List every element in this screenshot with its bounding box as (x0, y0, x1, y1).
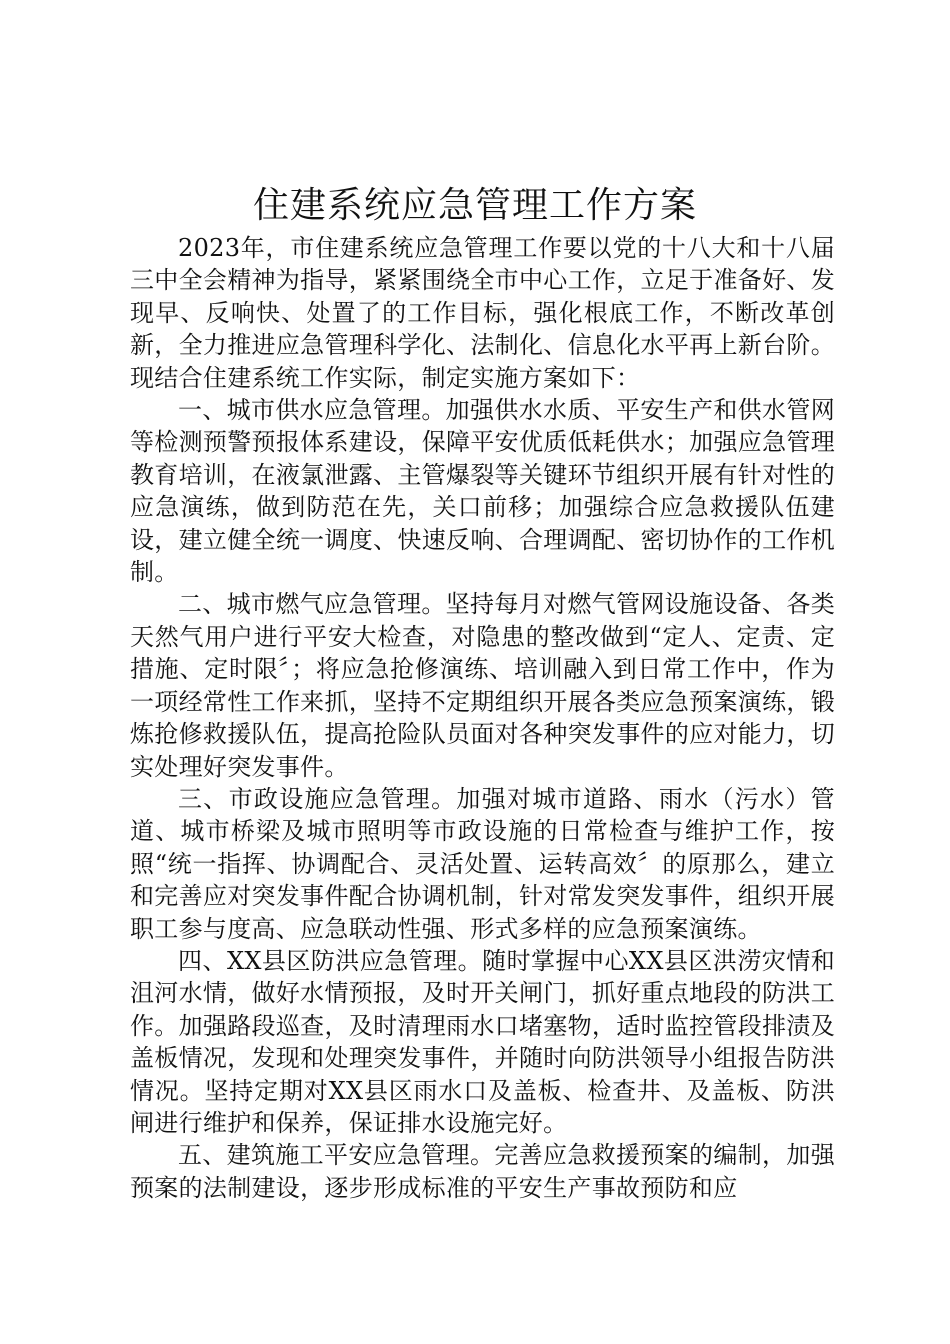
paragraph-intro: 2023年，市住建系统应急管理工作要以党的十八大和十八届三中全会精神为指导，紧紧围绕全市中心工作，立足于准备好、发现早、反响快、处置了的工作目标，强化根底工作，不断改革创新，全力推进应急管理科学化、法制化、信息化水平再上新台阶。现结合住建系统工作实际，制定实施方案如下： (130, 234, 835, 392)
document-body (130, 232, 835, 1204)
paragraph-flood-control: 四、XX县区防洪应急管理。随时掌握中心XX县区洪涝灾情和沮河水情，做好水情预报，及时开关闸门，抓好重点地段的防洪工作。加强路段巡查，及时清理雨水口堵塞物，适时监控管段排渍及盖板情况，发现和处理突发事件，并随时向防洪领导小组报告防洪情况。坚持定期对XX县区雨水口及盖板、检查井、及盖板、防洪闸进行维护和保养，保证排水设施完好。 (130, 946, 835, 1137)
paragraph-water-supply: 一、城市供水应急管理。加强供水水质、平安生产和供水管网等检测预警预报体系建设，保障平安优质低耗供水；加强应急管理教育培训，在液氯泄露、主管爆裂等关键环节组织开展有针对性的应急演练，做到防范在先，关口前移；加强综合应急救援队伍建设，建立健全统一调度、快速反响、合理调配、密切协作的工作机制。 (130, 396, 835, 587)
paragraph-construction-safety: 五、建筑施工平安应急管理。完善应急救援预案的编制，加强预案的法制建设，逐步形成标准的平安生产事故预防和应 (130, 1141, 835, 1202)
document-title: 住建系统应急管理工作方案 (252, 185, 697, 226)
paragraph-gas: 二、城市燃气应急管理。坚持每月对燃气管网设施设备、各类天然气用户进行平安大检查，对隐患的整改做到“定人、定责、定措施、定时限〞；将应急抢修演练、培训融入到日常工作中，作为一项经常性工作来抓，坚持不定期组织开展各类应急预案演练，锻炼抢修救援队伍，提高抢险队员面对各种突发事件的应对能力，切实处理好突发事件。 (130, 590, 835, 781)
paragraph-municipal: 三、市政设施应急管理。加强对城市道路、雨水（污水）管道、城市桥梁及城市照明等市政设施的日常检查与维护工作，按照“统一指挥、协调配合、灵活处置、运转高效〞的原那么，建立和完善应对突发事件配合协调机制，针对常发突发事件，组织开展职工参与度高、应急联动性强、形式多样的应急预案演练。 (130, 784, 835, 943)
